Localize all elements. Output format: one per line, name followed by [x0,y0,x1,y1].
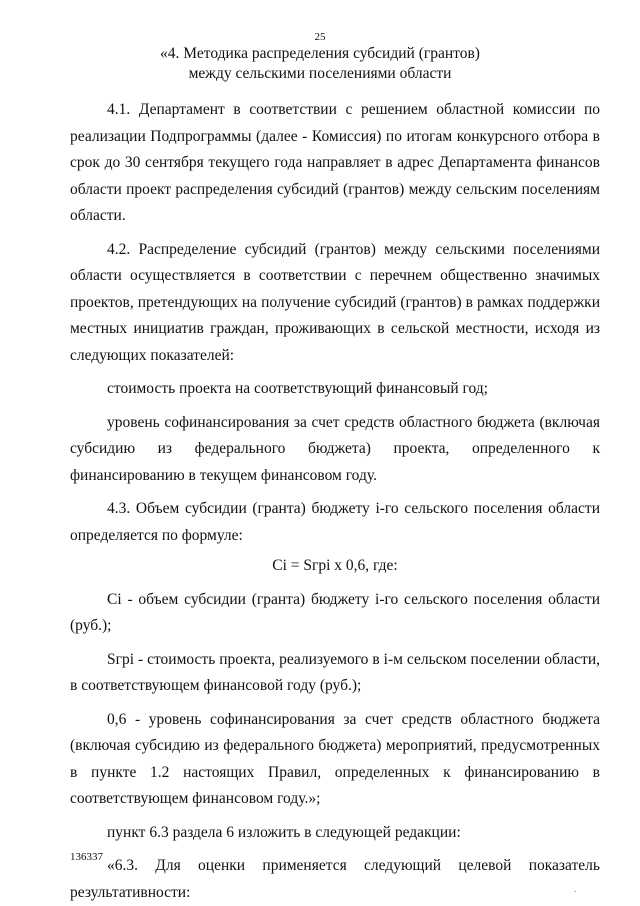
document-body [70,97,600,906]
section-heading-line-2: между сельскими поселениями области [188,65,452,82]
paragraph-amendment-6-3: пункт 6.3 раздела 6 изложить в следующей редакции: [107,823,461,841]
page-number: 25 [314,31,326,43]
paragraph-cofinancing-level: уровень софинансирования за счет средств областного бюджета (включая субсидию из федерального бюджета) проекта, определенного к финансированию в текущем финансовом году. [70,413,600,484]
paragraph-sgpi-definition: Sгpi - стоимость проекта, реализуемого в i-м сельском поселении области, в соответствующем финансовой году (руб.); [70,650,600,694]
paragraph-project-cost: стоимость проекта на соответствующий финансовый год; [107,380,488,397]
corner-mark: . [574,884,577,894]
document-code: 136337 [70,851,103,863]
paragraph-6-3: «6.3. Для оценки применяется следующий целевой показатель результативности: [70,857,600,901]
paragraph-coefficient-definition: 0,6 - уровень софинансирования за счет средств областного бюджета (включая субсидию из федерального бюджета) мероприятий, предусмотренных в пункте 1.2 настоящих Правил, определенных к финансированию в соответствующем финансовом году.»; [70,710,600,807]
paragraph-4-1: 4.1. Департамент в соответствии с решением областной комиссии по реализации Подпрограммы (далее - Комиссия) по итогам конкурсного отбора в срок до 30 сентября текущего года направляет в адрес Департамента финансов области проект распределения субсидий (грантов) между сельским поселениям области. [70,101,600,224]
formula: Ci = Sгpi x 0,6, где: [272,557,398,574]
paragraph-4-3: 4.3. Объем субсидии (гранта) бюджету i-го сельского поселения области определяется по формуле: [70,500,600,544]
section-heading-line-1: «4. Методика распределения субсидий (грантов) [160,45,480,62]
paragraph-4-2: 4.2. Распределение субсидий (грантов) между сельскими поселениями области осуществляется в соответствии с перечнем общественно значимых проектов, претендующих на получение субсидий (грантов) в рамках поддержки местных инициатив граждан, проживающих в сельской местности, исходя из следующих показателей: [70,240,600,364]
paragraph-ci-definition: Ci - объем субсидии (гранта) бюджету i-го сельского поселения области (руб.); [70,590,600,634]
section-heading [0,44,640,84]
